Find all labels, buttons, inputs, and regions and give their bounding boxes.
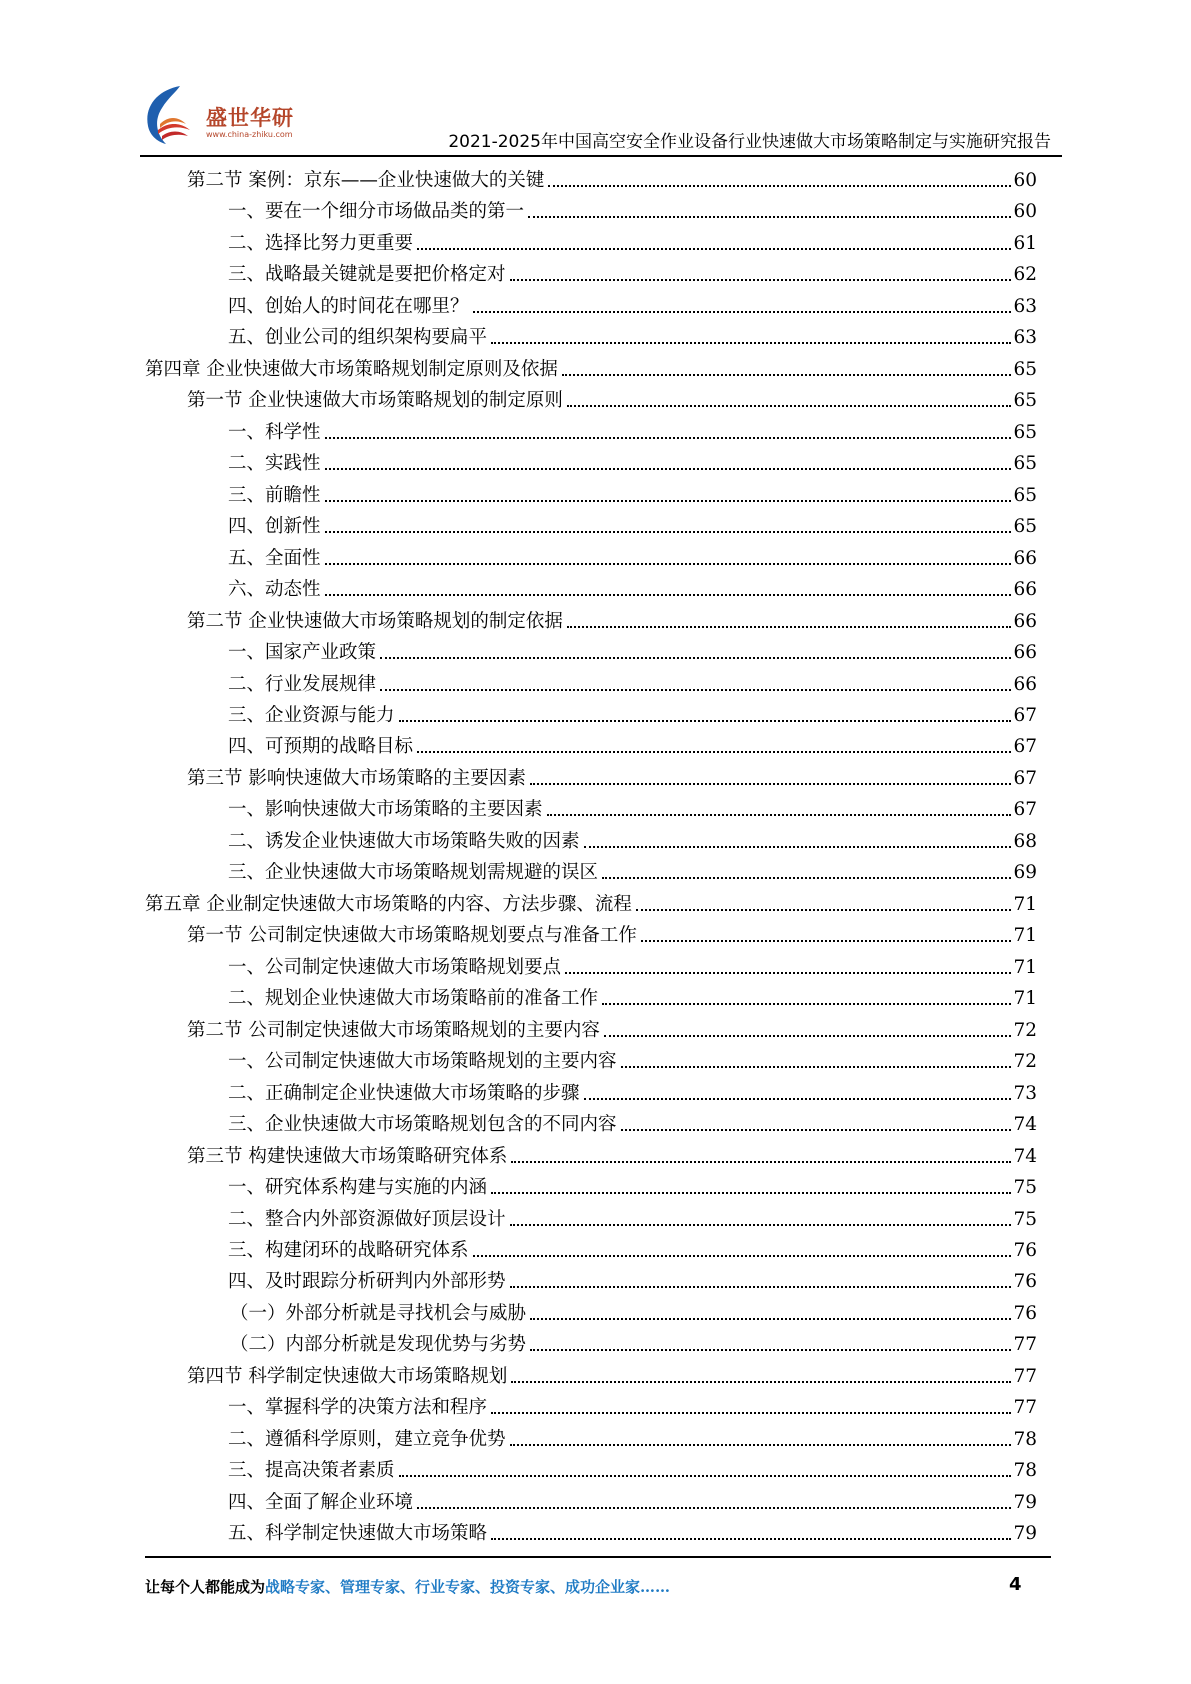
toc-leader-dots <box>602 1003 1011 1005</box>
toc-leader-dots <box>325 563 1012 565</box>
toc-leader-dots <box>380 657 1011 659</box>
toc-entry[interactable] <box>145 352 1037 382</box>
toc-entry[interactable] <box>228 194 1037 224</box>
toc-entry-page: 65 <box>1013 421 1037 443</box>
footer-highlight: 战略专家、管理专家、行业专家、投资专家、成功企业家…… <box>265 1578 671 1596</box>
toc-entry[interactable] <box>230 1327 1037 1357</box>
toc-entry-page: 71 <box>1013 988 1037 1010</box>
toc-entry-title: 二、诱发企业快速做大市场策略失败的因素 <box>228 830 580 852</box>
toc-entry-page: 67 <box>1013 799 1037 821</box>
toc-entry-page: 75 <box>1013 1208 1037 1230</box>
toc-leader-dots <box>473 1255 1012 1257</box>
toc-entry[interactable] <box>230 1296 1037 1326</box>
footer-divider <box>145 1556 1051 1558</box>
toc-entry-title: 二、遵循科学原则，建立竞争优势 <box>228 1428 506 1450</box>
toc-leader-dots <box>530 1349 1011 1351</box>
toc-entry[interactable] <box>228 635 1037 665</box>
toc-entry-title: 第三节 影响快速做大市场策略的主要因素 <box>187 767 526 789</box>
toc-leader-dots <box>547 814 1012 816</box>
toc-entry-title: 三、战略最关键就是要把价格定对 <box>228 264 506 286</box>
toc-leader-dots <box>510 1224 1012 1226</box>
toc-entry-page: 60 <box>1013 201 1037 223</box>
logo-url: www.china-zhiku.com <box>206 130 293 139</box>
toc-entry-title: （一）外部分析就是寻找机会与威胁 <box>230 1302 527 1324</box>
toc-entry-page: 65 <box>1013 390 1037 412</box>
toc-entry-title: 三、构建闭环的战略研究体系 <box>228 1239 469 1261</box>
toc-entry[interactable] <box>228 1390 1037 1420</box>
toc-entry-page: 77 <box>1013 1365 1037 1387</box>
toc-leader-dots <box>510 1444 1012 1446</box>
toc-entry-title: 五、科学制定快速做大市场策略 <box>228 1523 488 1545</box>
toc-entry[interactable] <box>228 289 1037 319</box>
toc-leader-dots <box>584 1098 1012 1100</box>
toc-entry[interactable] <box>145 887 1037 917</box>
toc-leader-dots <box>548 185 1011 187</box>
toc-leader-dots <box>417 248 1011 250</box>
toc-entry[interactable] <box>228 320 1037 350</box>
toc-entry[interactable] <box>187 1139 1037 1169</box>
toc-entry-title: 二、实践性 <box>228 453 321 475</box>
toc-entry[interactable] <box>228 824 1037 854</box>
toc-entry-page: 67 <box>1013 704 1037 726</box>
toc-leader-dots <box>584 846 1012 848</box>
toc-entry-page: 73 <box>1013 1082 1037 1104</box>
toc-entry-page: 65 <box>1013 453 1037 475</box>
toc-leader-dots <box>641 940 1012 942</box>
toc-entry[interactable] <box>187 163 1037 193</box>
header-divider <box>140 155 1062 157</box>
toc-entry[interactable] <box>228 981 1037 1011</box>
toc-entry-page: 77 <box>1013 1397 1037 1419</box>
toc-leader-dots <box>325 468 1012 470</box>
toc-entry-title: 第二节 公司制定快速做大市场策略规划的主要内容 <box>187 1019 600 1041</box>
toc-entry-title: 二、正确制定企业快速做大市场策略的步骤 <box>228 1082 580 1104</box>
toc-entry-page: 65 <box>1013 484 1037 506</box>
toc-entry-page: 74 <box>1013 1114 1037 1136</box>
toc-leader-dots <box>621 1066 1012 1068</box>
toc-leader-dots <box>604 1035 1012 1037</box>
toc-entry[interactable] <box>228 1202 1037 1232</box>
toc-entry-page: 78 <box>1013 1460 1037 1482</box>
toc-leader-dots <box>399 720 1012 722</box>
toc-leader-dots <box>417 1507 1011 1509</box>
company-logo <box>140 84 310 146</box>
toc-entry[interactable] <box>228 729 1037 759</box>
toc-entry-page: 76 <box>1013 1239 1037 1261</box>
toc-entry-title: 一、影响快速做大市场策略的主要因素 <box>228 799 543 821</box>
toc-entry-page: 60 <box>1013 170 1037 191</box>
toc-entry-page: 77 <box>1013 1334 1037 1356</box>
toc-entry-page: 78 <box>1013 1428 1037 1450</box>
logo-emblem-icon <box>140 84 206 146</box>
report-title: 2021-2025年中国高空安全作业设备行业快速做大市场策略制定与实施研究报告 <box>448 132 1051 152</box>
toc-entry-page: 66 <box>1013 673 1037 695</box>
toc-entry-title: 第四节 科学制定快速做大市场策略规划 <box>187 1365 508 1387</box>
toc-leader-dots <box>602 877 1011 879</box>
toc-entry[interactable] <box>187 918 1037 948</box>
toc-leader-dots <box>325 531 1012 533</box>
toc-entry-title: 三、企业快速做大市场策略规划需规避的误区 <box>228 862 599 884</box>
toc-leader-dots <box>417 751 1011 753</box>
toc-leader-dots <box>491 342 1011 344</box>
toc-entry-title: 第四章 企业快速做大市场策略规划制定原则及依据 <box>145 358 558 380</box>
toc-entry[interactable] <box>228 1233 1037 1263</box>
toc-entry-title: 一、研究体系构建与实施的内涵 <box>228 1177 488 1199</box>
toc-entry-page: 67 <box>1013 736 1037 758</box>
toc-leader-dots <box>325 500 1012 502</box>
toc-entry-title: 三、企业资源与能力 <box>228 704 395 726</box>
toc-leader-dots <box>621 1129 1012 1131</box>
toc-entry-page: 71 <box>1013 956 1037 978</box>
toc-leader-dots <box>325 594 1012 596</box>
toc-entry-page: 71 <box>1013 925 1037 947</box>
footer-slogan <box>145 1576 670 1597</box>
toc-entry-page: 61 <box>1013 232 1037 254</box>
toc-entry-title: 一、要在一个细分市场做品类的第一 <box>228 201 525 223</box>
toc-entry[interactable] <box>228 226 1037 256</box>
toc-entry-title: 六、动态性 <box>228 579 321 601</box>
toc-entry[interactable] <box>228 478 1037 508</box>
toc-entry-title: 二、规划企业快速做大市场策略前的准备工作 <box>228 988 599 1010</box>
toc-entry[interactable] <box>228 509 1037 539</box>
toc-entry[interactable] <box>187 1013 1037 1043</box>
toc-entry-page: 65 <box>1013 358 1037 380</box>
toc-leader-dots <box>530 1318 1011 1320</box>
toc-entry[interactable] <box>228 698 1037 728</box>
toc-leader-dots <box>567 405 1012 407</box>
toc-entry-page: 72 <box>1013 1019 1037 1041</box>
toc-leader-dots <box>399 1475 1012 1477</box>
toc-entry-title: 四、全面了解企业环境 <box>228 1491 414 1513</box>
toc-entry-title: 三、企业快速做大市场策略规划包含的不同内容 <box>228 1114 617 1136</box>
logo-name: 盛世华研 <box>206 106 294 130</box>
toc-leader-dots <box>567 626 1012 628</box>
toc-entry-title: 一、公司制定快速做大市场策略规划要点 <box>228 956 562 978</box>
footer-lead: 让每个人都能成为 <box>145 1578 266 1596</box>
toc-leader-dots <box>636 909 1012 911</box>
toc-entry-page: 63 <box>1013 327 1037 349</box>
toc-entry-title: 一、科学性 <box>228 421 321 443</box>
toc-entry-title: （二）内部分析就是发现优势与劣势 <box>230 1334 527 1356</box>
toc-entry[interactable] <box>228 1516 1037 1546</box>
toc-entry[interactable] <box>228 792 1037 822</box>
toc-entry[interactable] <box>228 1107 1037 1137</box>
toc-entry-page: 66 <box>1013 610 1037 632</box>
toc-entry-title: 一、国家产业政策 <box>228 642 377 664</box>
toc-entry-page: 79 <box>1013 1523 1037 1545</box>
toc-leader-dots <box>511 1161 1011 1163</box>
toc-entry-title: 二、选择比努力更重要 <box>228 232 414 254</box>
toc-entry-title: 五、全面性 <box>228 547 321 569</box>
toc-entry-page: 66 <box>1013 642 1037 664</box>
toc-entry-page: 76 <box>1013 1302 1037 1324</box>
toc-leader-dots <box>510 1286 1012 1288</box>
toc-entry[interactable] <box>228 415 1037 445</box>
toc-entry[interactable] <box>187 604 1037 634</box>
toc-leader-dots <box>491 1538 1011 1540</box>
toc-entry-title: 二、行业发展规律 <box>228 673 377 695</box>
toc-entry[interactable] <box>228 1453 1037 1483</box>
toc-entry-page: 66 <box>1013 579 1037 601</box>
toc-leader-dots <box>562 374 1012 376</box>
toc-leader-dots <box>528 216 1011 218</box>
toc-entry[interactable] <box>228 1264 1037 1294</box>
toc-entry[interactable] <box>228 950 1037 980</box>
toc-leader-dots <box>491 1192 1011 1194</box>
toc-entry-title: 四、及时跟踪分析研判内外部形势 <box>228 1271 506 1293</box>
toc-entry-title: 一、公司制定快速做大市场策略规划的主要内容 <box>228 1051 617 1073</box>
toc-entry[interactable] <box>228 667 1037 697</box>
toc-entry-title: 五、创业公司的组织架构要扁平 <box>228 327 488 349</box>
toc-entry[interactable] <box>228 855 1037 885</box>
toc-entry[interactable] <box>228 446 1037 476</box>
toc-entry-page: 71 <box>1013 893 1037 915</box>
toc-entry-title: 四、创始人的时间花在哪里？ <box>228 295 469 317</box>
toc-entry-page: 66 <box>1013 547 1037 569</box>
toc-leader-dots <box>511 1381 1011 1383</box>
toc-entry-title: 第五章 企业制定快速做大市场策略的内容、方法步骤、流程 <box>145 893 632 915</box>
toc-entry[interactable] <box>228 1485 1037 1515</box>
toc-entry-title: 四、可预期的战略目标 <box>228 736 414 758</box>
toc-entry-title: 第二节 企业快速做大市场策略规划的制定依据 <box>187 610 563 632</box>
toc-entry-page: 65 <box>1013 516 1037 538</box>
toc-entry-page: 75 <box>1013 1177 1037 1199</box>
toc-entry-title: 三、提高决策者素质 <box>228 1460 395 1482</box>
toc-entry-page: 76 <box>1013 1271 1037 1293</box>
toc-entry-title: 二、整合内外部资源做好顶层设计 <box>228 1208 506 1230</box>
toc-entry[interactable] <box>228 1170 1037 1200</box>
toc-entry-page: 69 <box>1013 862 1037 884</box>
toc-entry-page: 68 <box>1013 830 1037 852</box>
toc-entry[interactable] <box>187 1359 1037 1389</box>
toc-entry-page: 72 <box>1013 1051 1037 1073</box>
toc-entry[interactable] <box>228 1422 1037 1452</box>
toc-entry-title: 第三节 构建快速做大市场策略研究体系 <box>187 1145 508 1167</box>
toc-entry-page: 67 <box>1013 767 1037 789</box>
toc-entry[interactable] <box>228 572 1037 602</box>
toc-leader-dots <box>510 279 1012 281</box>
toc-entry-title: 四、创新性 <box>228 516 321 538</box>
toc-leader-dots <box>565 972 1011 974</box>
toc-leader-dots <box>380 689 1011 691</box>
toc-entry-title: 一、掌握科学的决策方法和程序 <box>228 1397 488 1419</box>
toc-entry[interactable] <box>228 1044 1037 1074</box>
toc-entry-page: 62 <box>1013 264 1037 286</box>
toc-entry-title: 第二节 案例：京东——企业快速做大的关键 <box>187 170 545 191</box>
toc-leader-dots <box>473 311 1012 313</box>
toc-entry-page: 79 <box>1013 1491 1037 1513</box>
toc-entry-page: 63 <box>1013 295 1037 317</box>
toc-leader-dots <box>530 783 1012 785</box>
toc-entry[interactable] <box>187 761 1037 791</box>
toc-entry[interactable] <box>228 541 1037 571</box>
toc-entry[interactable] <box>228 257 1037 287</box>
toc-leader-dots <box>325 437 1012 439</box>
toc-entry-title: 第一节 企业快速做大市场策略规划的制定原则 <box>187 390 563 412</box>
toc-entry[interactable] <box>187 383 1037 413</box>
page-number: 4 <box>1009 1574 1022 1595</box>
toc-entry-title: 第一节 公司制定快速做大市场策略规划要点与准备工作 <box>187 925 637 947</box>
toc-entry-page: 74 <box>1013 1145 1037 1167</box>
toc-entry[interactable] <box>228 1076 1037 1106</box>
toc-leader-dots <box>491 1412 1011 1414</box>
toc-entry-title: 三、前瞻性 <box>228 484 321 506</box>
